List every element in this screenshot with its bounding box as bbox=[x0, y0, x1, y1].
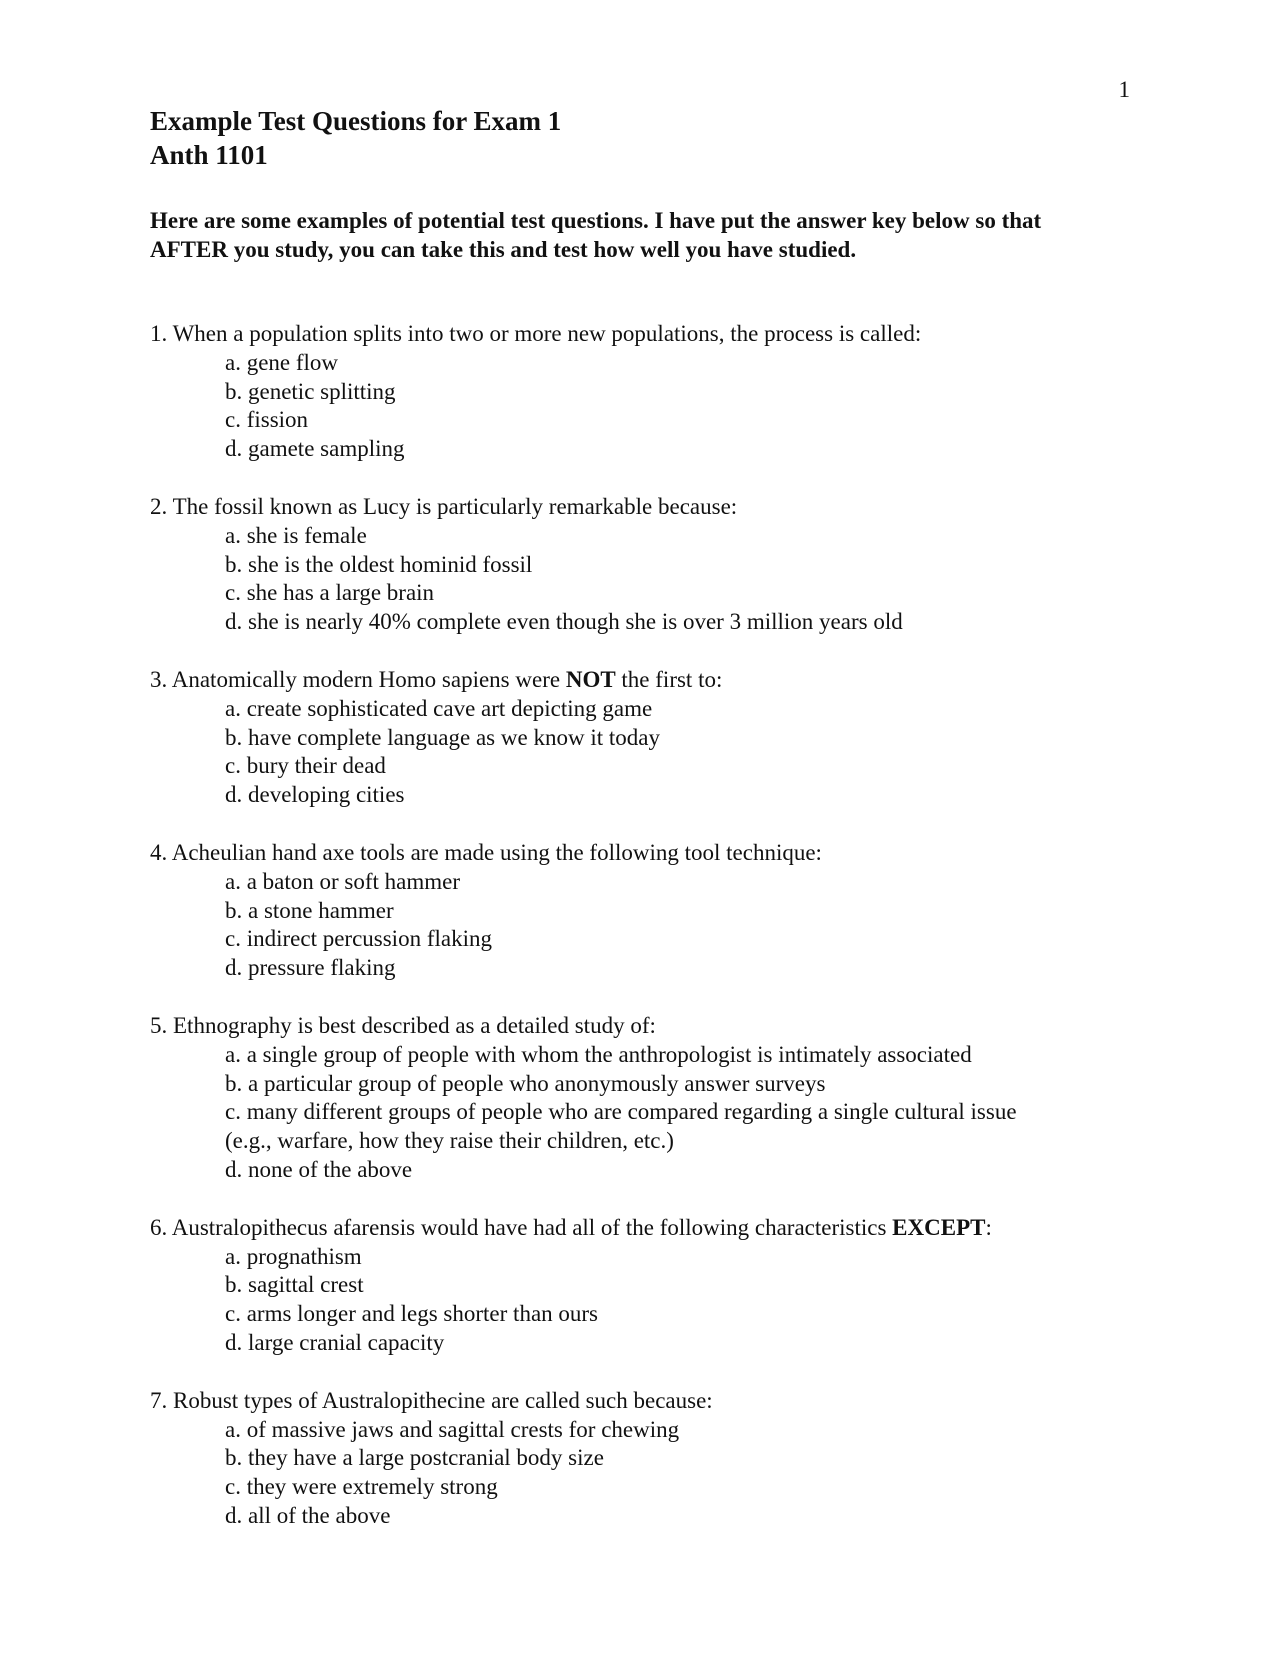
title-line-course: Anth 1101 bbox=[150, 140, 268, 170]
stem-text: the first to: bbox=[615, 666, 723, 692]
stem-text: : bbox=[985, 1214, 992, 1240]
answer-options bbox=[150, 695, 1150, 810]
answer-options bbox=[150, 522, 1150, 637]
question-stem: 7. Robust types of Australopithecine are called such because: bbox=[150, 1387, 713, 1413]
answer-option-d: d. none of the above bbox=[225, 1156, 413, 1182]
intro-line-1: Here are some examples of potential test questions. I have put the answer key below so that bbox=[150, 208, 1042, 233]
answer-option-d: d. developing cities bbox=[225, 782, 405, 808]
question-5 bbox=[150, 1012, 1150, 1185]
answer-options bbox=[150, 1243, 1150, 1358]
answer-option-d: d. she is nearly 40% complete even though she is over 3 million years old bbox=[225, 609, 903, 635]
question-stem bbox=[150, 1214, 1150, 1243]
stem-text: 6. Australopithecus afarensis would have had all of the following characteristics bbox=[150, 1214, 893, 1240]
answer-option-d: d. large cranial capacity bbox=[225, 1329, 445, 1355]
answer-option-a: a. create sophisticated cave art depicting game bbox=[225, 695, 653, 721]
answer-option-b: b. a stone hammer bbox=[225, 897, 394, 923]
answer-option-a: a. prognathism bbox=[225, 1243, 362, 1269]
question-3 bbox=[150, 666, 1150, 810]
intro-paragraph bbox=[150, 206, 1130, 264]
answer-option-d: d. gamete sampling bbox=[225, 436, 405, 462]
answer-option-c: c. bury their dead bbox=[225, 753, 386, 779]
answer-option-b: b. have complete language as we know it today bbox=[225, 724, 660, 750]
question-6 bbox=[150, 1214, 1150, 1358]
answer-options bbox=[150, 349, 1150, 464]
answer-option-b: b. they have a large postcranial body size bbox=[225, 1445, 604, 1471]
question-stem bbox=[150, 666, 1150, 695]
answer-option-a: a. a single group of people with whom the anthropologist is intimately associated bbox=[225, 1041, 972, 1067]
document-title bbox=[150, 104, 561, 172]
question-4 bbox=[150, 839, 1150, 983]
question-2 bbox=[150, 493, 1150, 637]
answer-option-b: b. a particular group of people who anonymously answer surveys bbox=[225, 1070, 826, 1096]
answer-option-c: c. many different groups of people who are compared regarding a single cultural issue bbox=[225, 1099, 1017, 1125]
answer-option-b: b. sagittal crest bbox=[225, 1272, 364, 1298]
intro-line-2: AFTER you study, you can take this and test how well you have studied. bbox=[150, 237, 857, 262]
answer-option-a: a. a baton or soft hammer bbox=[225, 868, 461, 894]
answer-option-c: c. they were extremely strong bbox=[225, 1474, 498, 1500]
answer-option-c: c. indirect percussion flaking bbox=[225, 926, 492, 952]
question-stem: 1. When a population splits into two or more new populations, the process is called: bbox=[150, 321, 922, 346]
title-line-exam: Example Test Questions for Exam 1 bbox=[150, 106, 562, 136]
answer-option-a: a. gene flow bbox=[225, 349, 339, 375]
stem-text: 3. Anatomically modern Homo sapiens were bbox=[150, 666, 566, 692]
question-list bbox=[150, 320, 1150, 1560]
answer-option-c-continued: (e.g., warfare, how they raise their children, etc.) bbox=[225, 1128, 674, 1154]
question-7 bbox=[150, 1387, 1150, 1531]
answer-option-d: d. all of the above bbox=[225, 1502, 391, 1528]
answer-options bbox=[150, 1041, 1150, 1185]
question-1 bbox=[150, 320, 1150, 464]
answer-option-d: d. pressure flaking bbox=[225, 955, 396, 981]
answer-option-c: c. fission bbox=[225, 407, 309, 433]
answer-option-b: b. genetic splitting bbox=[225, 378, 396, 404]
answer-options bbox=[150, 1416, 1150, 1531]
question-stem: 2. The fossil known as Lucy is particularly remarkable because: bbox=[150, 493, 738, 519]
question-stem: 5. Ethnography is best described as a detailed study of: bbox=[150, 1012, 656, 1038]
stem-emphasis: EXCEPT bbox=[892, 1214, 986, 1240]
answer-option-b: b. she is the oldest hominid fossil bbox=[225, 551, 533, 577]
page-number: 1 bbox=[1118, 77, 1130, 102]
answer-option-a: a. she is female bbox=[225, 522, 367, 548]
answer-option-a: a. of massive jaws and sagittal crests for chewing bbox=[225, 1416, 680, 1442]
stem-emphasis: NOT bbox=[565, 666, 616, 692]
answer-option-c: c. arms longer and legs shorter than ours bbox=[225, 1301, 599, 1327]
question-stem: 4. Acheulian hand axe tools are made using the following tool technique: bbox=[150, 839, 822, 865]
answer-options bbox=[150, 868, 1150, 983]
answer-option-c: c. she has a large brain bbox=[225, 580, 435, 606]
